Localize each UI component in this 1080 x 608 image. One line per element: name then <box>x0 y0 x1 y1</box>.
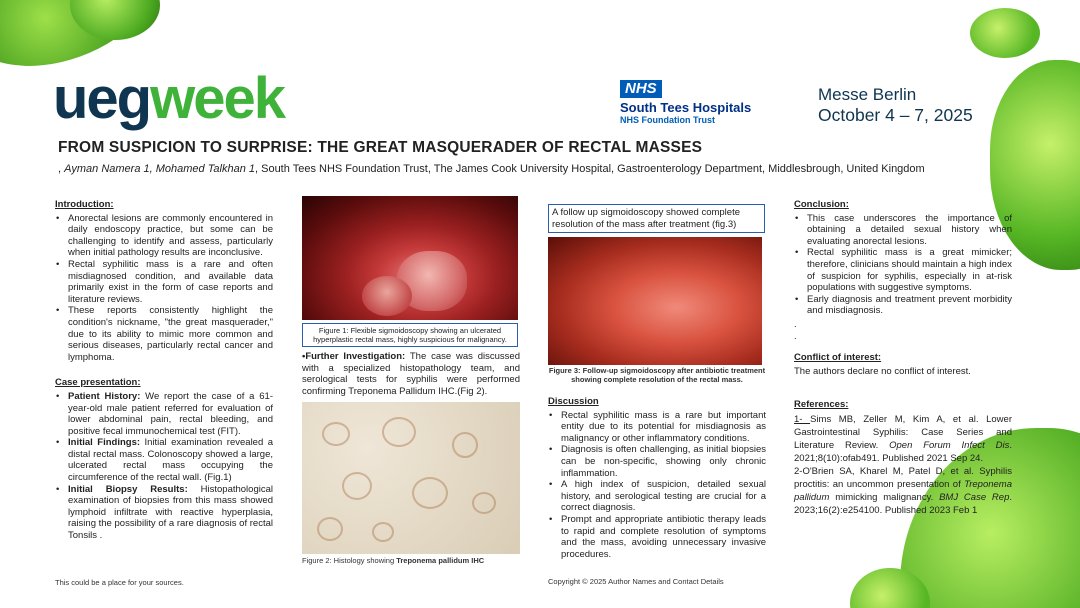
item-text: We report the case of a 61-year-old male patient referred for evaluation of lower abdominal pain, rectal bleeding, and positive fecal immunochemical test (FIT). <box>68 390 273 437</box>
list-item: • These reports consistently highlight the condition's nickname, "the great masquerader," due to its ability to mimic more common and serious diseases, particularly rectal cancer and lymphoma. <box>55 305 273 363</box>
footer-copyright: Copyright © 2025 Author Names and Contact Details <box>548 577 724 586</box>
case-heading: Case presentation: <box>55 377 141 389</box>
item-text: Histopathological examination of biopsies from this mass showed lymphoid infiltrate with reactive hyperplasia, raising the possibility of a rare diagnosis of rectal Tonsils . <box>68 483 273 542</box>
figure1-caption: Figure 1: Flexible sigmoidoscopy showing an ulcerated hyperplastic rectal mass, highly suspicious for malignancy. <box>302 323 518 347</box>
ref1-text: Sims MB, Zeller M, Kim A, et al. Lower Gastrointestinal Syphilis: Case Series and Literature Review. <box>794 413 1012 451</box>
item-text: Initial examination revealed a distal rectal mass. Colonoscopy showed a large, ulcerated rectal mass occupying the circumference of the rectal wall. (Fig.1) <box>68 437 273 484</box>
ref2-details: . 2023;16(2):e254100. Published 2023 Feb 1 <box>794 491 1012 516</box>
discussion-list <box>548 410 766 561</box>
nhs-trust-name: South Tees Hospitals <box>620 100 752 115</box>
author-names: Ayman Namera 1, Mohamed Talkhan 1 <box>64 163 255 175</box>
conclusion-list <box>794 213 1012 317</box>
conflict-text: The authors declare no conflict of interest. <box>794 365 971 377</box>
ref2-journal: BMJ Case Rep <box>939 491 1010 503</box>
conclusion-dots: . . <box>794 318 797 342</box>
ref2-species: Treponema pallidum <box>794 478 1012 503</box>
introduction-list <box>55 213 273 364</box>
conclusion-heading: Conclusion: <box>794 199 849 210</box>
ref2-text-2: mimicking malignancy. <box>829 491 940 503</box>
ref1-number: 1- <box>794 413 811 425</box>
figure2-caption-bold: Treponema pallidum IHC <box>396 556 485 566</box>
footer-sources: This could be a place for your sources. <box>55 578 184 587</box>
column-followup-discussion <box>548 204 766 560</box>
ueg-week-logo <box>53 66 285 131</box>
further-label: •Further Investigation: <box>302 351 406 362</box>
ref1-details: . 2021;8(10):ofab491. Published 2021 Sep 24. <box>794 439 1012 464</box>
column-introduction <box>55 199 273 542</box>
conflict-heading: Conflict of interest: <box>794 352 882 364</box>
introduction-heading: Introduction: <box>55 199 114 210</box>
figure2-caption <box>302 555 520 567</box>
authors-prefix: , <box>58 163 65 175</box>
figure3-endoscopy-image <box>548 237 762 365</box>
reference-1 <box>794 413 1012 465</box>
case-list <box>55 391 273 542</box>
list-item <box>55 484 273 542</box>
nhs-foundation-name: NHS Foundation Trust <box>620 115 715 125</box>
list-item: • This case underscores the importance of obtaining a detailed sexual history when evaluating anorectal lesions. <box>794 213 1012 248</box>
poster-title: FROM SUSPICION TO SURPRISE: THE GREAT MASQUERADER OF RECTAL MASSES <box>58 139 703 156</box>
item-label: Initial Findings: <box>68 437 141 449</box>
references-heading: References: <box>794 399 849 411</box>
list-item: • Diagnosis is often challenging, as initial biopsies can be non-specific, showing only chronic inflammation. <box>548 444 766 479</box>
further-investigation <box>302 351 520 397</box>
authors-line <box>58 163 925 175</box>
further-text: The case was discussed with a specialized histopathology team, and serological tests for syphilis were performed confirming Treponema Pallidum IHC.(Fig 2). <box>302 351 520 397</box>
event-info <box>818 84 973 126</box>
logo-ueg: ueg <box>53 66 151 131</box>
item-label: Initial Biopsy Results: <box>68 483 188 495</box>
affiliation: , South Tees NHS Foundation Trust, The James Cook University Hospital, Gastroenterology Department, Middlesbrough, United Kingdom <box>255 163 925 175</box>
followup-text: A follow up sigmoidoscopy showed complete resolution of the mass after treatment (fig.3) <box>548 204 765 233</box>
nhs-logo <box>620 80 751 125</box>
reference-2 <box>794 465 1012 517</box>
event-city: Messe Berlin <box>818 85 917 104</box>
list-item: • Anorectal lesions are commonly encountered in daily endoscopy practice, but some can be challenging to identify and assess, particularly when initial pathology results are inconclusive. <box>55 213 273 259</box>
decorative-green-blob <box>970 8 1040 58</box>
item-label: Patient History: <box>68 390 141 402</box>
ref1-journal: Open Forum Infect Dis <box>889 439 1010 451</box>
figure2-histology-image <box>302 402 520 554</box>
list-item: • A high index of suspicion, detailed sexual history, and serological testing are crucial for a correct diagnosis. <box>548 479 766 514</box>
event-dates: October 4 – 7, 2025 <box>818 105 973 125</box>
list-item: • Early diagnosis and treatment prevent morbidity and misdiagnosis. <box>794 294 1012 317</box>
figure1-endoscopy-image <box>302 196 518 320</box>
list-item <box>55 437 273 483</box>
column-figures <box>302 196 520 567</box>
discussion-heading: Discussion <box>548 396 599 407</box>
ref2-text: 2-O'Brien SA, Kharel M, Patel D, et al. Syphilis proctitis: an uncommon presentation of <box>794 465 1012 490</box>
list-item <box>55 391 273 437</box>
figure3-caption: Figure 3: Follow-up sigmoidoscopy after antibiotic treatment showing complete resolution of the rectal mass. <box>548 366 766 384</box>
figure2-caption-prefix: Figure 2: Histology showing <box>302 556 397 566</box>
list-item: • Rectal syphilitic mass is a rare and often misdiagnosed condition, and available data primarily exist in the form of case reports and literature reviews. <box>55 259 273 305</box>
list-item: • Rectal syphilitic mass is a great mimicker; therefore, clinicians should maintain a high index of suspicion for syphilis, especially in at-risk populations with suggestive symptoms. <box>794 247 1012 293</box>
list-item: • Prompt and appropriate antibiotic therapy leads to rapid and complete resolution of symptoms and the mass, avoiding unnecessary invasive procedures. <box>548 514 766 560</box>
logo-week: week <box>150 66 285 131</box>
nhs-badge: NHS <box>620 80 662 98</box>
column-conclusion <box>794 199 1012 517</box>
list-item: • Rectal syphilitic mass is a rare but important entity due to its potential for misdiagnosis as malignancy or other inflammatory conditions. <box>548 410 766 445</box>
